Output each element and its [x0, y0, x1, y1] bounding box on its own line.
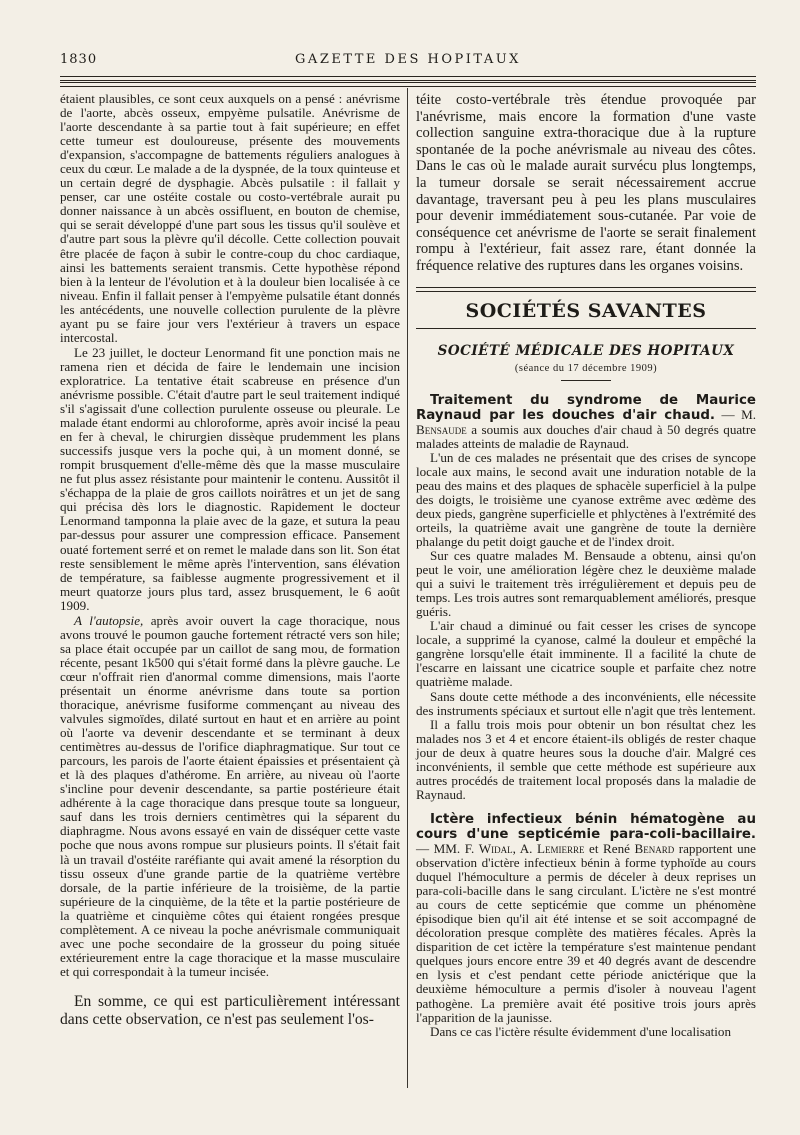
paragraph: Sur ces quatre malades M. Bensaude a obtenu, ainsi qu'on peut le voir, une amélioration légère chez le deuxième malade qui a suivi le traitement très irrégulièrement et depuis peu de temps. Les trois autres sont remarquablement améliorés, presque guéris.: [416, 548, 756, 620]
author-name: Widal: [478, 840, 513, 856]
paragraph: L'air chaud a diminué ou fait cesser les crises de syncope locale, a supprimé la cyanose, calmé la douleur et empêché la gangrène lorsqu'elle était imminente. Il a facilité la chute de l'escarre en laissant une cicatrice souple et parfaite chez notre quatrième malade.: [416, 618, 756, 690]
paragraph: [60, 614, 400, 979]
author-name: Benard: [634, 840, 675, 856]
author-name: Lemierre: [537, 840, 585, 856]
column-separator: [407, 88, 408, 1088]
paragraph-summary: En somme, ce qui est particulièrement intéressant dans cette observation, ce n'est pas seulement l'os-: [60, 992, 400, 1028]
author-sep: , A.: [512, 840, 537, 856]
paragraph: étaient plausibles, ce sont ceux auxquels on a pensé : anévrisme de l'aorte, abcès osseux, empyème pulsatile. Anévrisme de l'aorte descendante à sa partie tout à fait supérieure; en effet cette tumeur est douloureuse, présente des mouvements d'expansion, s'accompagne de battements réguliers analogues à ceux du cœur. Le malade a de la dyspnée, de la toux quinteuse et un certain degré de dysphagie. Abcès pulsatile : il fallait y penser, car une ostéite costale ou costo-vertébrale aurait pu donner naissance à un abcès ossifluent, en bouton de chemise, qui se serait développé d'une part sous les tissus qu'il soulève et d'autre part sous la plèvre qu'il décolle. Cette collection pouvait être placée de façon à subir le contre-coup du choc cardiaque, ainsi les battements seraient transmis. Cette hypothèse répond bien à la lenteur de l'évolution et à la douleur bien localisée à ce niveau. Enfin il fallait penser à l'empyème pulsatile étant donnés les antécédents, une nouvelle collection purulente de la plèvre ayant pu se faire jour vers l'extérieur à travers un espace intercostal.: [60, 91, 400, 345]
section-title: SOCIÉTÉS SAVANTES: [465, 299, 707, 322]
left-column: [60, 92, 400, 1029]
paragraph: Sans doute cette méthode a des inconvénients, elle nécessite des instruments spéciaux et surtout elle n'agit que très lentement.: [416, 688, 756, 718]
seance-date: (séance du 17 décembre 1909): [514, 362, 658, 374]
article-2-title: Ictère infectieux bénin hématogène au cours d'une septicémie para-coli-bacillaire.: [416, 811, 756, 842]
author-prefix: — MM. F.: [416, 840, 479, 856]
article-1-title: Traitement du syndrome de Maurice Raynaud par les douches d'air chaud.: [416, 392, 756, 423]
section-rule: [416, 287, 756, 292]
article-1-text: a soumis aux douches d'air chaud à 50 degrés quatre malades atteints de maladie de Raynaud.: [416, 421, 756, 451]
paragraph: Le 23 juillet, le docteur Lenormand fit une ponction mais ne ramena rien et décida de faire le lendemain une incision exploratrice. La tentative était scabreuse en présence d'un anévrisme possible. C'était d'autre part le seul traitement indiqué s'il s'agissait d'une collection purulente osseuse ou pleurale. Le malade étant endormi au chloroforme, après avoir incisé la peau en fer à cheval, le chirurgien dissèque prudemment les plans successifs jusque vers la poche qui, à un moment donné, se rompit brusquement d'elle-même dès que la masse musculaire ne fut plus assez résistante pour maintenir le contenu. Aussitôt il s'échappa de la plaie de gros caillots noirâtres et un jet de sang qui précisa dès lors le diagnostic. Rapidement le docteur Lenormand tamponna la plaie avec de la gaze, et sutura la peau par-dessus pour assurer une compression efficace. Pansement ouaté fortement serré et on remet le malade dans son lit. Son état reste sensiblement le même après l'intervention, sans élévation de température, sa faiblesse augmente progressivement et il meurt quatorze jours plus tard, assez brusquement, le 6 août 1909.: [60, 344, 400, 613]
paragraph-continued: téite costo-vertébrale très étendue provoquée par l'anévrisme, mais encore la formation d'une vaste collection sanguine extra-thoracique due à la rupture spontanée de la poche anévrismale au niveau des côtes. Dans le cas où le malade aurait survécu plus longtemps, la tumeur dorsale se serait nécessairement accrue davantage, traversant peu à peu les plans musculaires pour devenir immédiatement sous-cutanée. Par voie de conséquence cet anévrisme de l'aorte se serait finalement rompu à l'extérieur, fait assez rare, étant donnée la fréquence relative des ruptures dans les organes voisins.: [416, 92, 756, 274]
paragraph: Il a fallu trois mois pour obtenir un bon résultat chez les malades nos 3 et 4 et encore étaient-ils obligés de rester chaque jour de deux à quatre heures sous la douche d'air. Malgré ces inconvénients, il semble que cette méthode est supérieure aux autres procédés de traitement local proposés dans la maladie de Raynaud.: [416, 716, 756, 802]
paragraph: Dans ce cas l'ictère résulte évidemment d'une localisation: [430, 1023, 732, 1039]
journal-title: GAZETTE DES HOPITAUX: [295, 52, 521, 67]
article-2-text: rapportent une observation d'ictère infectieux bénin à forme typhoïde au cours duquel l'hémoculture a permis de déceler à deux reprises un para-coli-bacille dans le sang circulant. L'ictère ne s'est montré au cours de cette septicémie que comme un phénomène épisodique bien qu'il ait été intense et se soit accompagné de décoloration presque complète des matières fécales. Après la disparition de cet ictère la température s'est maintenue pendant quelques jours encore entre 39 et 40 degrés avant de descendre en lysis et c'est pendant cette période anictérique que la deuxième hémoculture a permis d'isoler à nouveau l'agent pathogène. La première avait été positive trois jours après l'apparition de la jaunisse.: [416, 840, 756, 1025]
author-sep: et René: [584, 840, 635, 856]
author-name: Bensaude: [416, 421, 467, 437]
section-rule-bottom: [416, 328, 756, 329]
header-rule-2: [60, 82, 756, 87]
autopsy-label: A l'autopsie,: [74, 612, 144, 628]
society-title: SOCIÉTÉ MÉDICALE DES HOPITAUX: [437, 342, 735, 359]
right-column: [416, 92, 756, 1039]
paragraph-text: après avoir ouvert la cage thoracique, nous avons trouvé le poumon gauche fortement rétracté vers son hile; sa place était occupée par un caillot de sang mou, de formation récente, pesant 1k500 qui s'était formé dans la plèvre gauche. Le cœur n'offrait rien d'anormal comme dimensions, mais l'aorte présentait un énorme anévrisme dans toute sa portion thoracique, anévrisme fusiforme commençant au niveau des valvules sigmoïdes, dilaté surtout en haut et en arrière au point où l'aorte va devenir descendante et se terminant à deux centimètres au-dessus de l'orifice diaphragmatique. Sur tout ce parcours, les parois de l'aorte étaient épaissies et présentaient çà et là des plaques d'athérome. En arrière, au niveau où l'aorte s'incline pour devenir descendante, sa partie postérieure était adhérente à la cage thoracique dans presque toute sa longueur, sauf dans les trois derniers centimètres qui la séparent du diaphragme. Nous avons essayé en vain de disséquer cette vaste poche que nous avons rompue sur plusieurs points. Il s'était fait là un travail d'ostéite raréfiante qui avait amené la résorption du tissu osseux d'une grande partie de la quatrième vertèbre dorsale, de la partie inférieure de la troisième, de la partie supérieure de la cinquième, de la tête et la partie postérieure de la quatrième et cinquième côtes qui étaient rongées presque complètement. A ce niveau la poche anévrismale communiquait avec une poche secondaire de la grosseur du poing située extérieurement entre la cage thoracique et la masse musculaire et qui correspondait à la tumeur incisée.: [60, 612, 400, 979]
page-header: [60, 48, 756, 74]
article-1: [416, 393, 756, 451]
short-rule: [561, 380, 611, 381]
article-2: [416, 812, 756, 1025]
paragraph: L'un de ces malades ne présentait que des crises de syncope locale aux mains, le second avait une induration notable de la peau des mains et des plaques de sphacèle superficiel à la pulpe des doigts, le troisième une cyanose extrême avec œdème des deux pieds, gangrène superficielle et phlyctènes à l'extrémité des orteils, la quatrième avait une gangrène de toute la dernière phalange du petit doigt gauche et de l'index droit.: [416, 449, 756, 549]
author-prefix: — M.: [715, 406, 756, 422]
header-rule: [60, 76, 756, 81]
page-number: 1830: [60, 52, 98, 67]
